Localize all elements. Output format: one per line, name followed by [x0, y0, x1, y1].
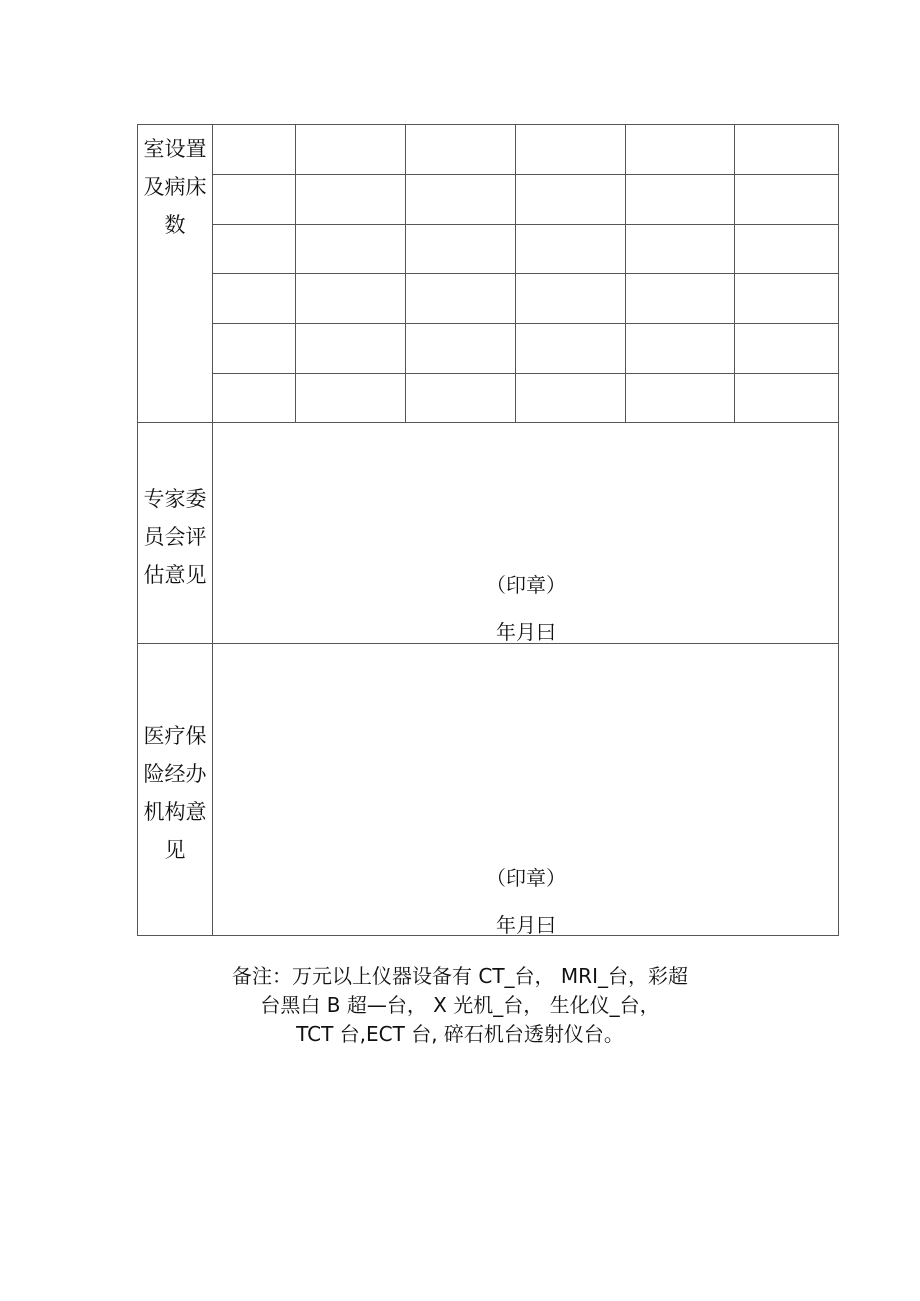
seal-placeholder: （印章） [486, 866, 566, 890]
footnote-line: 备注：万元以上仪器设备有 CT_台， MRI_台，彩超 [232, 964, 688, 988]
grid-column-line [405, 125, 406, 422]
footnote-line: TCT 台,ECT 台, 碎石机台透射仪台。 [296, 1022, 624, 1046]
label-line: 估意见 [143, 563, 207, 587]
grid-row-line [212, 273, 838, 274]
label-line: 及病床 [143, 175, 207, 199]
label-line: 见 [164, 838, 186, 862]
date-placeholder: 年月曰 [496, 620, 556, 644]
department-beds-label [138, 130, 212, 244]
grid-column-line [734, 125, 735, 422]
label-line: 室设置 [143, 137, 207, 161]
grid-column-line [295, 125, 296, 422]
label-line: 专家委 [143, 487, 207, 511]
label-line: 机构意 [143, 800, 207, 824]
seal-placeholder: （印章） [486, 573, 566, 597]
section-separator [138, 422, 838, 423]
label-line: 医疗保 [143, 724, 207, 748]
grid-row-line [212, 174, 838, 175]
grid-row-line [212, 373, 838, 374]
grid-row-line [212, 224, 838, 225]
grid-column-line [515, 125, 516, 422]
footnote-line: 台黑白 B 超—台， X 光机_台， 生化仪_台， [260, 993, 660, 1017]
insurance-agency-label [138, 717, 212, 869]
footnote [140, 962, 780, 1049]
label-line: 数 [164, 213, 186, 237]
form-table [137, 124, 839, 936]
grid-column-line [625, 125, 626, 422]
grid-row-line [212, 323, 838, 324]
date-placeholder: 年月曰 [496, 913, 556, 937]
label-column-divider [212, 125, 213, 935]
label-line: 员会评 [143, 525, 207, 549]
expert-committee-label [138, 480, 212, 594]
label-line: 险经办 [143, 762, 207, 786]
